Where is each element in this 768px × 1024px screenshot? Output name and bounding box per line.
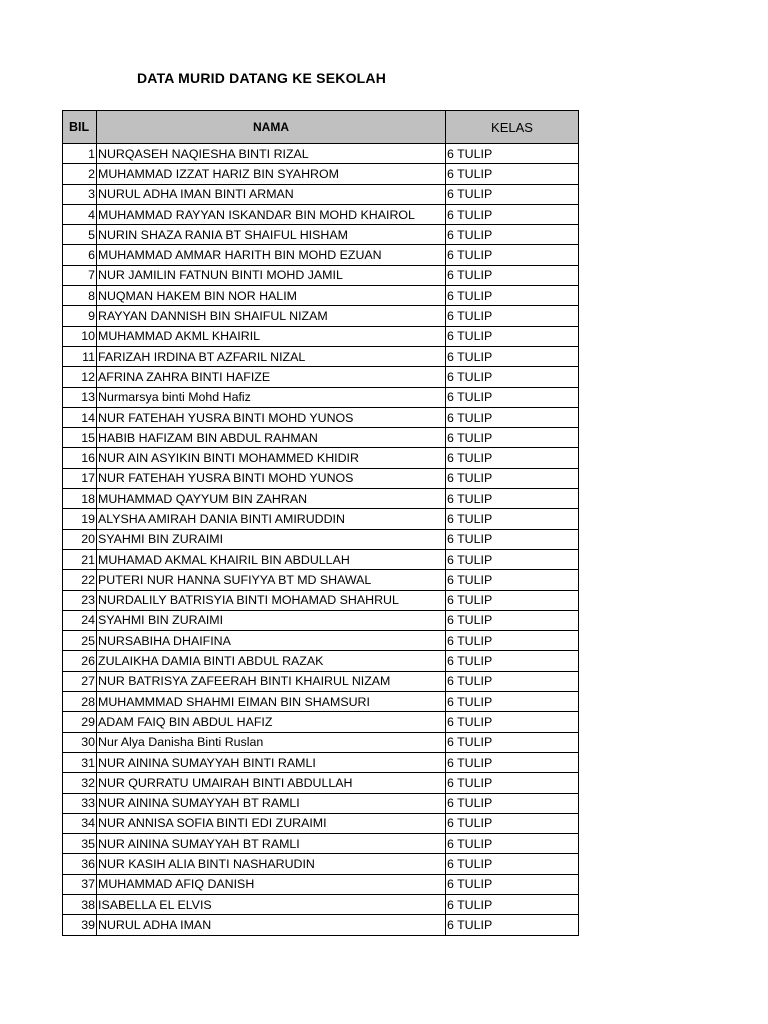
table-row: [63, 509, 579, 529]
table-row: [63, 752, 579, 772]
cell-nama: NURIN SHAZA RANIA BT SHAIFUL HISHAM: [97, 225, 446, 245]
cell-bil: 12: [63, 367, 97, 387]
cell-kelas: 6 TULIP: [446, 346, 579, 366]
cell-kelas: 6 TULIP: [446, 549, 579, 569]
table-row: [63, 834, 579, 854]
cell-bil: 7: [63, 265, 97, 285]
cell-nama: MUHAMMAD AFIQ DANISH: [97, 874, 446, 894]
cell-nama: MUHAMMAD AKML KHAIRIL: [97, 326, 446, 346]
cell-kelas: 6 TULIP: [446, 651, 579, 671]
table-row: [63, 245, 579, 265]
table-row: [63, 326, 579, 346]
table-row: [63, 489, 579, 509]
cell-kelas: 6 TULIP: [446, 915, 579, 935]
cell-kelas: 6 TULIP: [446, 692, 579, 712]
table-row: [63, 732, 579, 752]
cell-kelas: 6 TULIP: [446, 854, 579, 874]
table-row: [63, 894, 579, 914]
cell-kelas: 6 TULIP: [446, 326, 579, 346]
cell-nama: SYAHMI BIN ZURAIMI: [97, 610, 446, 630]
table-row: [63, 915, 579, 935]
cell-nama: MUHAMMAD AMMAR HARITH BIN MOHD EZUAN: [97, 245, 446, 265]
cell-nama: NUR AININA SUMAYYAH BINTI RAMLI: [97, 752, 446, 772]
cell-kelas: 6 TULIP: [446, 631, 579, 651]
cell-kelas: 6 TULIP: [446, 428, 579, 448]
table-row: [63, 468, 579, 488]
cell-kelas: 6 TULIP: [446, 387, 579, 407]
cell-bil: 17: [63, 468, 97, 488]
table-row: [63, 549, 579, 569]
table-row: [63, 590, 579, 610]
cell-bil: 28: [63, 692, 97, 712]
cell-nama: MUHAMMAD QAYYUM BIN ZAHRAN: [97, 489, 446, 509]
cell-nama: ALYSHA AMIRAH DANIA BINTI AMIRUDDIN: [97, 509, 446, 529]
table-row: [63, 712, 579, 732]
cell-bil: 32: [63, 773, 97, 793]
table-row: [63, 793, 579, 813]
cell-kelas: 6 TULIP: [446, 590, 579, 610]
cell-nama: SYAHMI BIN ZURAIMI: [97, 529, 446, 549]
table-row: [63, 306, 579, 326]
table-row: [63, 570, 579, 590]
cell-bil: 4: [63, 204, 97, 224]
cell-nama: MUHAMMAD IZZAT HARIZ BIN SYAHROM: [97, 164, 446, 184]
cell-nama: MUHAMMMAD SHAHMI EIMAN BIN SHAMSURI: [97, 692, 446, 712]
table-row: [63, 265, 579, 285]
cell-bil: 10: [63, 326, 97, 346]
cell-bil: 19: [63, 509, 97, 529]
table-row: [63, 874, 579, 894]
cell-kelas: 6 TULIP: [446, 164, 579, 184]
cell-kelas: 6 TULIP: [446, 407, 579, 427]
header-row: [63, 111, 579, 144]
cell-nama: ADAM FAIQ BIN ABDUL HAFIZ: [97, 712, 446, 732]
table-row: [63, 387, 579, 407]
cell-kelas: 6 TULIP: [446, 144, 579, 164]
cell-nama: NURUL ADHA IMAN: [97, 915, 446, 935]
cell-kelas: 6 TULIP: [446, 225, 579, 245]
cell-kelas: 6 TULIP: [446, 468, 579, 488]
cell-kelas: 6 TULIP: [446, 367, 579, 387]
cell-kelas: 6 TULIP: [446, 306, 579, 326]
cell-nama: NUR QURRATU UMAIRAH BINTI ABDULLAH: [97, 773, 446, 793]
cell-nama: NUR KASIH ALIA BINTI NASHARUDIN: [97, 854, 446, 874]
cell-bil: 16: [63, 448, 97, 468]
cell-kelas: 6 TULIP: [446, 610, 579, 630]
student-table: [62, 110, 579, 936]
cell-bil: 18: [63, 489, 97, 509]
cell-bil: 29: [63, 712, 97, 732]
cell-bil: 21: [63, 549, 97, 569]
cell-bil: 11: [63, 346, 97, 366]
table-row: [63, 204, 579, 224]
cell-nama: NURQASEH NAQIESHA BINTI RIZAL: [97, 144, 446, 164]
cell-nama: NURUL ADHA IMAN BINTI ARMAN: [97, 184, 446, 204]
cell-bil: 2: [63, 164, 97, 184]
table-row: [63, 651, 579, 671]
cell-nama: FARIZAH IRDINA BT AZFARIL NIZAL: [97, 346, 446, 366]
cell-kelas: 6 TULIP: [446, 448, 579, 468]
cell-kelas: 6 TULIP: [446, 834, 579, 854]
cell-bil: 25: [63, 631, 97, 651]
cell-bil: 34: [63, 813, 97, 833]
cell-bil: 31: [63, 752, 97, 772]
cell-bil: 27: [63, 671, 97, 691]
cell-kelas: 6 TULIP: [446, 773, 579, 793]
cell-nama: PUTERI NUR HANNA SUFIYYA BT MD SHAWAL: [97, 570, 446, 590]
cell-bil: 23: [63, 590, 97, 610]
cell-bil: 13: [63, 387, 97, 407]
table-row: [63, 692, 579, 712]
cell-bil: 24: [63, 610, 97, 630]
table-row: [63, 225, 579, 245]
cell-bil: 6: [63, 245, 97, 265]
cell-bil: 1: [63, 144, 97, 164]
table-row: [63, 854, 579, 874]
cell-nama: NURDALILY BATRISYIA BINTI MOHAMAD SHAHRUL: [97, 590, 446, 610]
cell-nama: NUR FATEHAH YUSRA BINTI MOHD YUNOS: [97, 468, 446, 488]
cell-kelas: 6 TULIP: [446, 874, 579, 894]
cell-kelas: 6 TULIP: [446, 570, 579, 590]
cell-nama: AFRINA ZAHRA BINTI HAFIZE: [97, 367, 446, 387]
cell-kelas: 6 TULIP: [446, 813, 579, 833]
table-row: [63, 448, 579, 468]
table-body: [63, 144, 579, 936]
cell-nama: NUR JAMILIN FATNUN BINTI MOHD JAMIL: [97, 265, 446, 285]
cell-bil: 37: [63, 874, 97, 894]
cell-bil: 33: [63, 793, 97, 813]
cell-kelas: 6 TULIP: [446, 204, 579, 224]
cell-bil: 39: [63, 915, 97, 935]
table-row: [63, 631, 579, 651]
cell-kelas: 6 TULIP: [446, 265, 579, 285]
table-row: [63, 671, 579, 691]
cell-kelas: 6 TULIP: [446, 286, 579, 306]
cell-kelas: 6 TULIP: [446, 509, 579, 529]
cell-bil: 38: [63, 894, 97, 914]
cell-bil: 36: [63, 854, 97, 874]
cell-nama: NUR FATEHAH YUSRA BINTI MOHD YUNOS: [97, 407, 446, 427]
cell-kelas: 6 TULIP: [446, 752, 579, 772]
table-row: [63, 184, 579, 204]
table-row: [63, 286, 579, 306]
table-row: [63, 164, 579, 184]
table-header: [63, 111, 579, 144]
table-row: [63, 407, 579, 427]
cell-kelas: 6 TULIP: [446, 894, 579, 914]
cell-kelas: 6 TULIP: [446, 793, 579, 813]
table-row: [63, 428, 579, 448]
cell-nama: Nurmarsya binti Mohd Hafiz: [97, 387, 446, 407]
cell-nama: NUR AININA SUMAYYAH BT RAMLI: [97, 793, 446, 813]
header-bil: BIL: [63, 111, 97, 144]
table-row: [63, 813, 579, 833]
cell-nama: NUR BATRISYA ZAFEERAH BINTI KHAIRUL NIZAM: [97, 671, 446, 691]
cell-kelas: 6 TULIP: [446, 712, 579, 732]
cell-bil: 26: [63, 651, 97, 671]
header-kelas: KELAS: [446, 111, 579, 144]
cell-bil: 5: [63, 225, 97, 245]
cell-bil: 3: [63, 184, 97, 204]
cell-nama: NUQMAN HAKEM BIN NOR HALIM: [97, 286, 446, 306]
cell-bil: 15: [63, 428, 97, 448]
cell-bil: 8: [63, 286, 97, 306]
cell-nama: NUR ANNISA SOFIA BINTI EDI ZURAIMI: [97, 813, 446, 833]
cell-nama: HABIB HAFIZAM BIN ABDUL RAHMAN: [97, 428, 446, 448]
table-row: [63, 529, 579, 549]
cell-nama: NURSABIHA DHAIFINA: [97, 631, 446, 651]
cell-kelas: 6 TULIP: [446, 489, 579, 509]
cell-bil: 14: [63, 407, 97, 427]
table-row: [63, 773, 579, 793]
cell-nama: NUR AININA SUMAYYAH BT RAMLI: [97, 834, 446, 854]
cell-nama: Nur Alya Danisha Binti Ruslan: [97, 732, 446, 752]
cell-nama: NUR AIN ASYIKIN BINTI MOHAMMED KHIDIR: [97, 448, 446, 468]
table-row: [63, 346, 579, 366]
cell-bil: 30: [63, 732, 97, 752]
page-title: DATA MURID DATANG KE SEKOLAH: [137, 70, 387, 86]
cell-kelas: 6 TULIP: [446, 184, 579, 204]
cell-bil: 9: [63, 306, 97, 326]
cell-nama: MUHAMMAD RAYYAN ISKANDAR BIN MOHD KHAIROL: [97, 204, 446, 224]
cell-kelas: 6 TULIP: [446, 671, 579, 691]
cell-bil: 22: [63, 570, 97, 590]
cell-kelas: 6 TULIP: [446, 529, 579, 549]
table-row: [63, 144, 579, 164]
cell-bil: 35: [63, 834, 97, 854]
header-nama: NAMA: [97, 111, 446, 144]
cell-nama: MUHAMAD AKMAL KHAIRIL BIN ABDULLAH: [97, 549, 446, 569]
cell-nama: ZULAIKHA DAMIA BINTI ABDUL RAZAK: [97, 651, 446, 671]
cell-nama: ISABELLA EL ELVIS: [97, 894, 446, 914]
table-row: [63, 610, 579, 630]
cell-kelas: 6 TULIP: [446, 245, 579, 265]
cell-bil: 20: [63, 529, 97, 549]
cell-nama: RAYYAN DANNISH BIN SHAIFUL NIZAM: [97, 306, 446, 326]
table-row: [63, 367, 579, 387]
cell-kelas: 6 TULIP: [446, 732, 579, 752]
